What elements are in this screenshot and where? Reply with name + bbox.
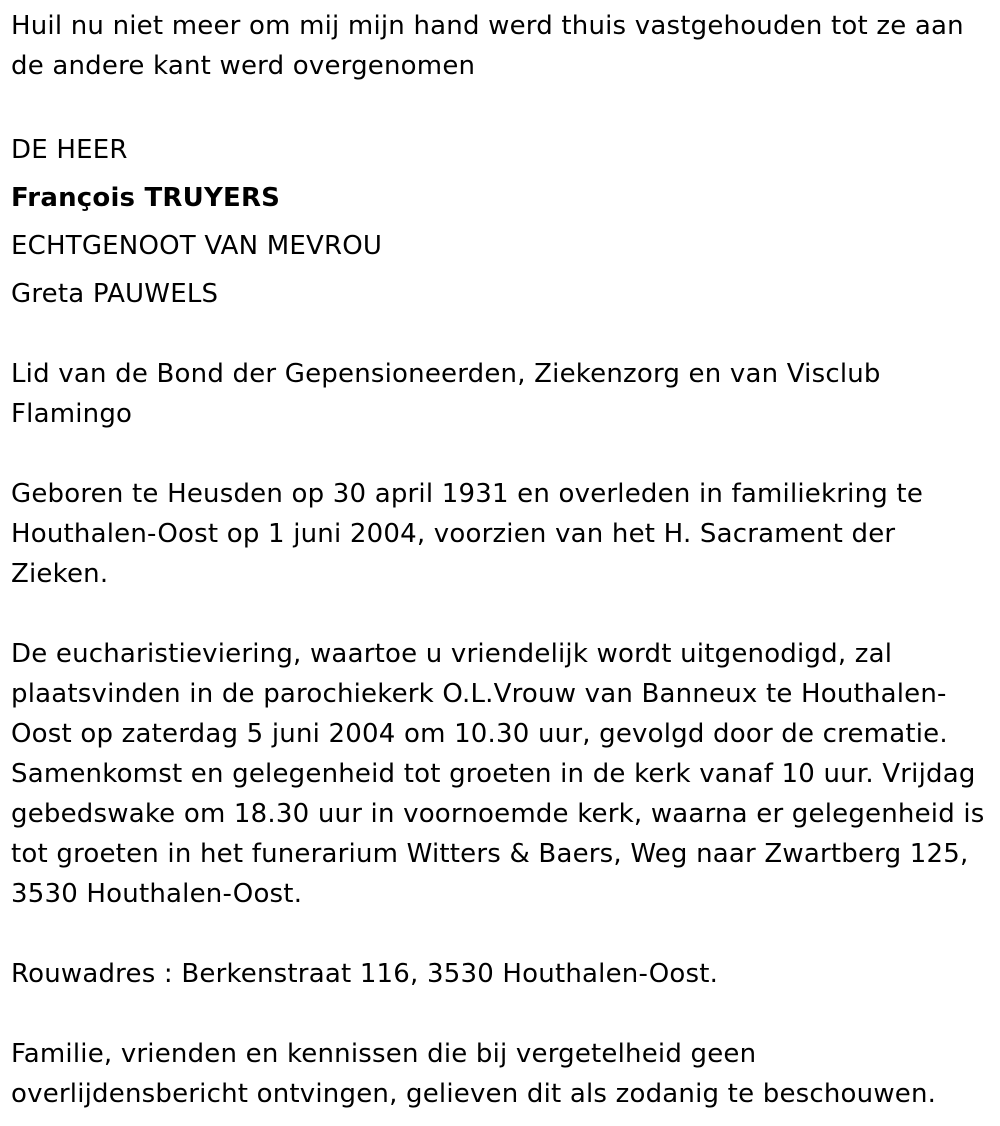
spouse-label: ECHTGENOOT VAN MEVROU [11,231,383,261]
mourning-address: Rouwadres : Berkenstraat 116, 3530 Houthalen-Oost. [11,959,719,989]
spacer [11,86,989,126]
spouse-name: Greta PAUWELS [11,279,219,309]
spacer [11,318,989,354]
spacer [11,594,989,634]
spacer [11,914,989,954]
spacer [11,994,989,1034]
deceased-name: François TRUYERS [11,183,281,213]
membership-text: Lid van de Bond der Gepensioneerden, Ziekenzorg en van Visclub Flamingo [11,359,881,429]
spacer [11,434,989,474]
quote-text: Huil nu niet meer om mij mijn hand werd thuis vastgehouden tot ze aan de andere kant werd overgenomen [11,11,964,81]
closing-text: Familie, vrienden en kennissen die bij vergetelheid geen overlijdensbericht ontvingen, gelieven dit als zodanig te beschouwen. [11,1039,937,1109]
ceremony-text: De eucharistieviering, waartoe u vriendelijk wordt uitgenodigd, zal plaatsvinden in de parochiekerk O.L.Vrouw van Banneux te Houthalen-Oost op zaterdag 5 juni 2004 om 10.30 uur, gevolgd door de crematie. Samenkomst en gelegenheid tot groeten in de kerk vanaf 10 uur. Vrijdag gebedswake om 18.30 uur in voornoemde kerk, waarna er gelegenheid is tot groeten in het funerarium Witters & Baers, Weg naar Zwartberg 125, 3530 Houthalen-Oost. [11,639,985,909]
birth-death-text: Geboren te Heusden op 30 april 1931 en overleden in familiekring te Houthalen-Oost op 1 juni 2004, voorzien van het H. Sacrament der Zieken. [11,479,924,589]
title-text: DE HEER [11,135,128,165]
